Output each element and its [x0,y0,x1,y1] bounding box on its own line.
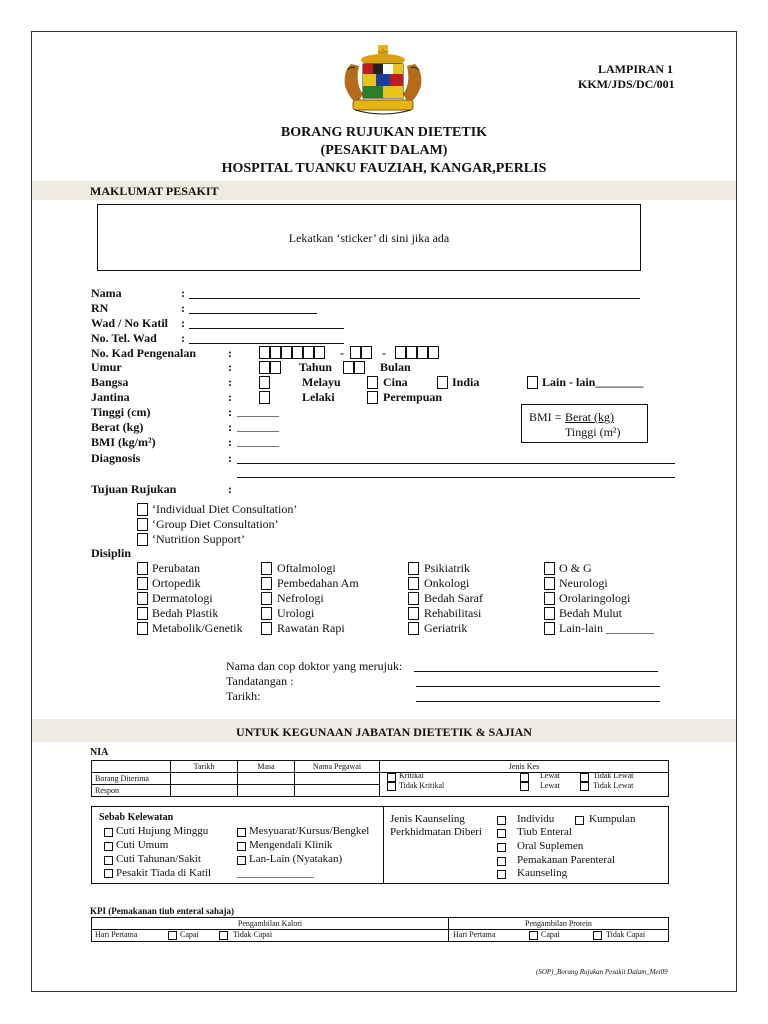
lampiran-label: LAMPIRAN 1 [598,62,673,76]
label-jantina: Jantina [91,390,130,404]
jenis-kaunseling-label: Jenis Kaunseling [390,813,465,825]
tahun-label: Tahun [299,360,332,374]
bmi-formula-numerator: Berat (kg) [565,410,614,424]
disiplin-checkbox[interactable] [261,607,272,620]
disiplin-checkbox[interactable] [408,622,419,635]
service-item: Pemakanan Parenteral [517,854,616,866]
label-ic: No. Kad Pengenalan [91,346,197,360]
ic-dash: - [340,346,344,360]
disiplin-checkbox[interactable] [544,577,555,590]
kpi-capai-label-1: Capai [180,930,199,939]
kpi-tidak-capai-checkbox-1[interactable] [219,931,228,940]
col-masa: Masa [238,761,295,773]
section-heading-patient: MAKLUMAT PESAKIT [90,184,219,198]
label-bangsa: Bangsa [91,375,129,389]
tujuan-nutrition: ‘Nutrition Support’ [152,532,245,546]
tidak-lewat-label-1: Tidak Lewat [593,771,634,780]
perkhidmatan-label: Perkhidmatan Diberi [390,826,482,838]
kpi-tidak-capai-checkbox-2[interactable] [593,931,602,940]
coat-of-arms-logo [333,44,433,116]
label-tel: No. Tel. Wad [91,331,157,345]
individu-label: Individu [517,813,555,825]
colon: : [181,301,185,315]
colon: : [228,405,232,419]
disiplin-item: Metabolik/Genetik [152,621,243,635]
diagnosis-line-2[interactable] [237,477,675,478]
individu-checkbox[interactable] [497,816,506,825]
melayu-checkbox[interactable] [259,376,270,389]
ic-dash: - [382,346,386,360]
kpi-hari-pertama-1: Hari Pertama [95,930,138,939]
colon: : [228,390,232,404]
kpi-capai-checkbox-1[interactable] [168,931,177,940]
bmi-formula-prefix: BMI = [529,410,562,424]
disiplin-item: Urologi [277,606,315,620]
kelewatan-checkbox[interactable] [104,856,113,865]
disiplin-checkbox[interactable] [137,622,148,635]
label-diagnosis: Diagnosis [91,451,141,465]
lelaki-label: Lelaki [302,390,335,404]
lain-checkbox[interactable] [527,376,538,389]
disiplin-item: Oftalmologi [277,561,336,575]
disiplin-checkbox[interactable] [137,607,148,620]
doctor-name-line[interactable] [414,671,658,672]
section-heading-dept: UNTUK KEGUNAAN JABATAN DIETETIK & SAJIAN [236,725,532,739]
kumpulan-label: Kumpulan [589,813,636,825]
colon: : [228,346,232,360]
melayu-label: Melayu [302,375,341,389]
service-item: Tiub Enteral [517,826,572,838]
disiplin-item: Dermatologi [152,591,213,605]
disiplin-item: Psikiatrik [424,561,471,575]
form-title: BORANG RUJUKAN DIETETIK [280,125,488,140]
label-wad: Wad / No Katil [91,316,169,330]
kelewatan-checkbox[interactable] [104,828,113,837]
disiplin-item: Perubatan [152,561,200,575]
disiplin-checkbox[interactable] [137,592,148,605]
disiplin-item: Pembedahan Am [277,576,359,590]
kelewatan-item: Cuti Umum [116,839,169,851]
date-label: Tarikh: [226,689,261,703]
colon: : [228,360,232,374]
tel-line[interactable] [189,343,344,344]
disiplin-checkbox[interactable] [544,622,555,635]
colon: : [228,375,232,389]
colon: : [228,420,232,434]
disiplin-item: Ortopedik [152,576,201,590]
bulan-label: Bulan [380,360,411,374]
colon: : [181,331,185,345]
disiplin-item: Orolaringologi [559,591,631,605]
doctor-name-label: Nama dan cop doktor yang merujuk: [226,659,403,673]
disiplin-item: Lain-lain ________ [559,621,654,635]
kelewatan-checkbox[interactable] [237,856,246,865]
perempuan-checkbox[interactable] [367,391,378,404]
label-rn: RN [91,301,109,315]
label-bmi: BMI (kg/m²) [91,435,156,449]
disiplin-item: Bedah Mulut [559,606,622,620]
disiplin-checkbox[interactable] [261,562,272,575]
kpi-label: KPI (Pemakanan tiub enteral sahaja) [90,906,234,916]
disiplin-checkbox[interactable] [137,562,148,575]
kelewatan-checkbox[interactable] [104,869,113,878]
kelewatan-divider [383,806,384,884]
berat-blank[interactable]: _______ [237,419,279,433]
tidak-lewat-checkbox-1[interactable] [580,773,589,782]
kumpulan-checkbox[interactable] [575,816,584,825]
colon: : [181,286,185,300]
disiplin-item: Onkologi [424,576,470,590]
colon: : [228,451,232,465]
disiplin-item: Rawatan Rapi [277,621,345,635]
service-checkbox[interactable] [497,870,506,879]
colon: : [228,435,232,449]
hospital-name: HOSPITAL TUANKU FAUZIAH, KANGAR,PERLIS [221,161,547,176]
disiplin-checkbox[interactable] [544,607,555,620]
rn-line[interactable] [189,313,317,314]
lewat-checkbox-1[interactable] [520,773,529,782]
service-item: Oral Suplemen [517,840,584,852]
disiplin-checkbox[interactable] [408,592,419,605]
disiplin-checkbox[interactable] [408,577,419,590]
kelewatan-item: Mesyuarat/Kursus/Bengkel [249,825,370,837]
cina-checkbox[interactable] [367,376,378,389]
kpi-protein-header: Pengambilan Protein [449,918,669,930]
tujuan-checkbox-nutrition[interactable] [137,533,148,546]
tujuan-checkbox-group[interactable] [137,518,148,531]
diagnosis-line-1[interactable] [237,463,675,464]
tidak-kritikal-checkbox[interactable] [387,782,396,791]
tujuan-group: ‘Group Diet Consultation’ [152,517,279,531]
kpi-tidak-capai-label-1: Tidak Capai [233,930,273,939]
kpi-capai-label-2: Capai [541,930,560,939]
tujuan-label: Tujuan Rujukan [91,482,177,496]
disiplin-item: Nefrologi [277,591,324,605]
lewat-label-2: Lewat [540,781,560,790]
row-respon: Respon [92,785,171,797]
kelewatan-other-line[interactable]: ______________ [237,867,314,879]
kelewatan-checkbox[interactable] [237,842,246,851]
tinggi-blank[interactable]: _______ [237,404,279,418]
kelewatan-item: Pesakit Tiada di Katil [116,867,212,879]
disiplin-checkbox[interactable] [261,577,272,590]
disiplin-checkbox[interactable] [137,577,148,590]
kelewatan-heading: Sebab Kelewatan [99,812,174,823]
form-code: KKM/JDS/DC/001 [578,77,675,91]
date-line[interactable] [416,701,660,702]
nama-line[interactable] [189,298,640,299]
kelewatan-item: Mengendali Klinik [249,839,333,851]
disiplin-item: Neurologi [559,576,608,590]
row-borang-diterima: Borang Diterima [92,773,171,785]
tujuan-individual: ‘Individual Diet Consultation’ [152,502,298,516]
bmi-blank[interactable]: _______ [237,434,279,448]
disiplin-checkbox[interactable] [544,592,555,605]
service-checkbox[interactable] [497,843,506,852]
tujuan-checkbox-individual[interactable] [137,503,148,516]
nia-label: NIA [90,747,109,758]
wad-line[interactable] [189,328,344,329]
col-tarikh: Tarikh [171,761,238,773]
tidak-lewat-label-2: Tidak Lewat [593,781,634,790]
cina-label: Cina [383,375,408,389]
kpi-hari-pertama-2: Hari Pertama [453,930,496,939]
service-checkbox[interactable] [497,857,506,866]
label-berat: Berat (kg) [91,420,144,434]
footer-doc-ref: (SOP)_Borang Rujukan Pesakit Dalam_Mei09 [536,968,668,976]
form-subtitle: (PESAKIT DALAM) [320,143,448,158]
label-umur: Umur [91,360,122,374]
label-tinggi: Tinggi (cm) [91,405,151,419]
india-label: India [452,375,480,389]
disiplin-item: O & G [559,561,592,575]
kpi-tidak-capai-label-2: Tidak Capai [606,930,646,939]
disiplin-label: Disiplin [91,546,132,560]
tidak-lewat-checkbox-2[interactable] [580,782,589,791]
tidak-kritikal-label: Tidak Kritikal [399,781,445,790]
sticker-text: Lekatkan ‘sticker’ di sini jika ada [288,231,450,245]
disiplin-checkbox[interactable] [408,607,419,620]
colon: : [181,316,185,330]
disiplin-item: Rehabilitasi [424,606,482,620]
service-checkbox[interactable] [497,829,506,838]
kritikal-checkbox[interactable] [387,773,396,782]
kpi-table [91,917,669,942]
kpi-capai-checkbox-2[interactable] [529,931,538,940]
kelewatan-checkbox[interactable] [104,842,113,851]
kritikal-label: Kritikal [399,771,424,780]
perempuan-label: Perempuan [383,390,443,404]
disiplin-checkbox[interactable] [408,562,419,575]
col-jenis-kes: Jenis Kes [380,761,669,773]
kpi-kalori-header: Pengambilan Kalori [92,918,449,930]
disiplin-item: Bedah Saraf [424,591,483,605]
lewat-label-1: Lewat [540,771,560,780]
service-item: Kaunseling [517,867,568,879]
signature-label: Tandatangan : [226,674,294,688]
lain-label: Lain - lain________ [542,375,644,389]
signature-line[interactable] [416,686,660,687]
disiplin-checkbox[interactable] [261,622,272,635]
kelewatan-checkbox[interactable] [237,828,246,837]
disiplin-checkbox[interactable] [261,592,272,605]
lewat-checkbox-2[interactable] [520,782,529,791]
kelewatan-item: Lan-Lain (Nyatakan) [249,853,343,865]
kelewatan-item: Cuti Tahunan/Sakit [116,853,201,865]
label-nama: Nama [91,286,122,300]
colon: : [228,482,232,496]
lelaki-checkbox[interactable] [259,391,270,404]
disiplin-checkbox[interactable] [544,562,555,575]
disiplin-item: Bedah Plastik [152,606,219,620]
disiplin-item: Geriatrik [424,621,468,635]
kelewatan-item: Cuti Hujung Minggu [116,825,209,837]
col-nama-pegawai: Nama Pegawai [295,761,380,773]
bmi-formula-denominator: Tinggi (m²) [565,425,621,439]
india-checkbox[interactable] [437,376,448,389]
